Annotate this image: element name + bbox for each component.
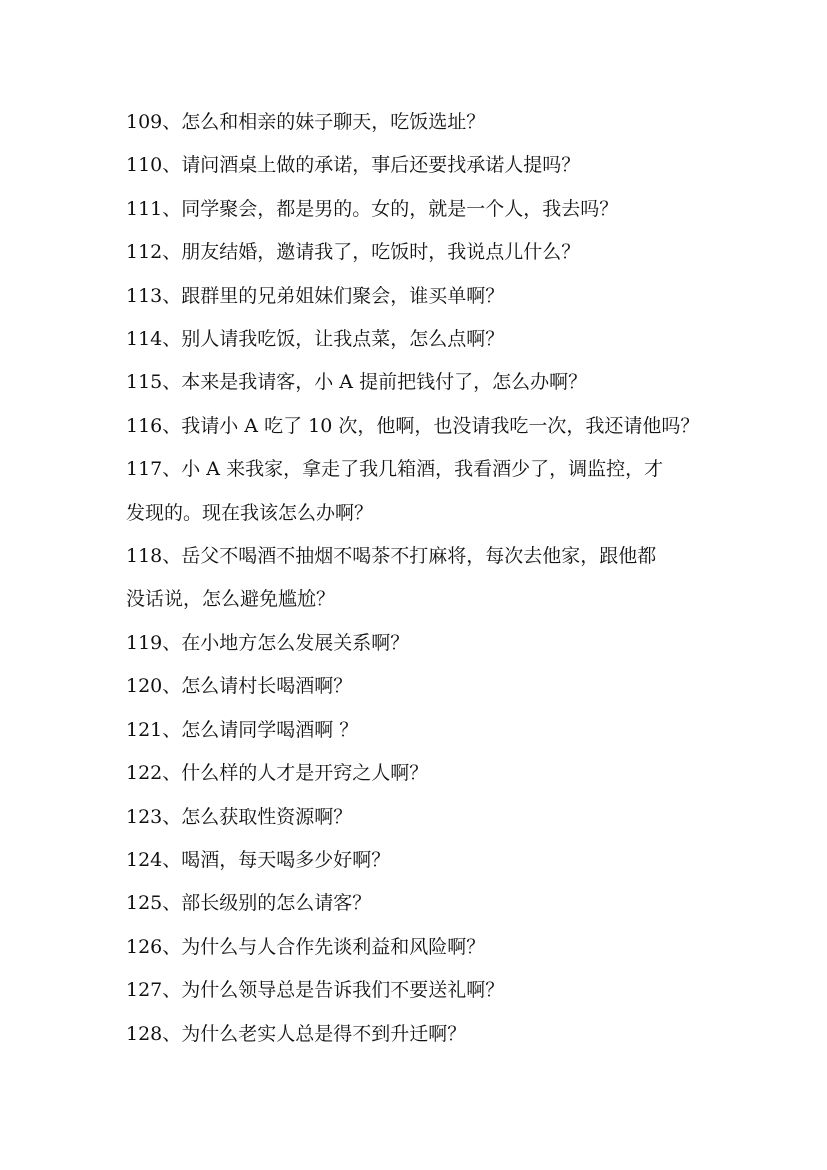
question-115: 115、本来是我请客，小 A 提前把钱付了，怎么办啊？ — [126, 371, 588, 394]
question-116: 116、我请小 A 吃了 10 次，他啊，也没请我吃一次，我还请他吗？ — [126, 414, 700, 437]
question-117 — [126, 448, 716, 535]
question-118 — [126, 535, 716, 622]
question-114: 114、别人请我吃饭，让我点菜，怎么点啊？ — [126, 328, 505, 351]
question-110: 110、请问酒桌上做的承诺，事后还要找承诺人提吗？ — [126, 154, 581, 177]
question-126: 126、为什么与人合作先谈利益和风险啊？ — [126, 935, 486, 958]
question-119: 119、在小地方怎么发展关系啊？ — [126, 631, 410, 654]
question-109: 109、怎么和相亲的妹子聊天，吃饭选址？ — [126, 111, 486, 133]
question-118-line-1: 118、岳父不喝酒不抽烟不喝茶不打麻将，每次去他家，跟他都 — [126, 545, 657, 568]
question-122: 122、什么样的人才是开窍之人啊？ — [126, 762, 429, 785]
question-125: 125、部长级别的怎么请客？ — [126, 892, 372, 915]
question-127: 127、为什么领导总是告诉我们不要送礼啊？ — [126, 979, 505, 1002]
question-111: 111、同学聚会，都是男的。女的，就是一个人，我去吗？ — [126, 197, 619, 220]
question-124: 124、喝酒，每天喝多少好啊？ — [126, 848, 391, 871]
question-128: 128、为什么老实人总是得不到升迁啊？ — [126, 1022, 467, 1045]
question-117-line-1: 117、小 A 来我家，拿走了我几箱酒，我看酒少了，调监控，才 — [126, 458, 664, 481]
question-list — [126, 101, 716, 1056]
question-112: 112、朋友结婚，邀请我了，吃饭时，我说点儿什么？ — [126, 241, 581, 264]
question-117-line-2: 发现的。现在我该怎么办啊？ — [126, 501, 374, 524]
question-121: 121、怎么请同学喝酒啊 ？ — [126, 718, 359, 741]
question-113: 113、跟群里的兄弟姐妹们聚会，谁买单啊？ — [126, 284, 505, 307]
question-118-line-2: 没话说，怎么避免尴尬？ — [126, 588, 336, 611]
question-123: 123、怎么获取性资源啊？ — [126, 805, 353, 828]
question-120: 120、怎么请村长喝酒啊？ — [126, 675, 353, 698]
